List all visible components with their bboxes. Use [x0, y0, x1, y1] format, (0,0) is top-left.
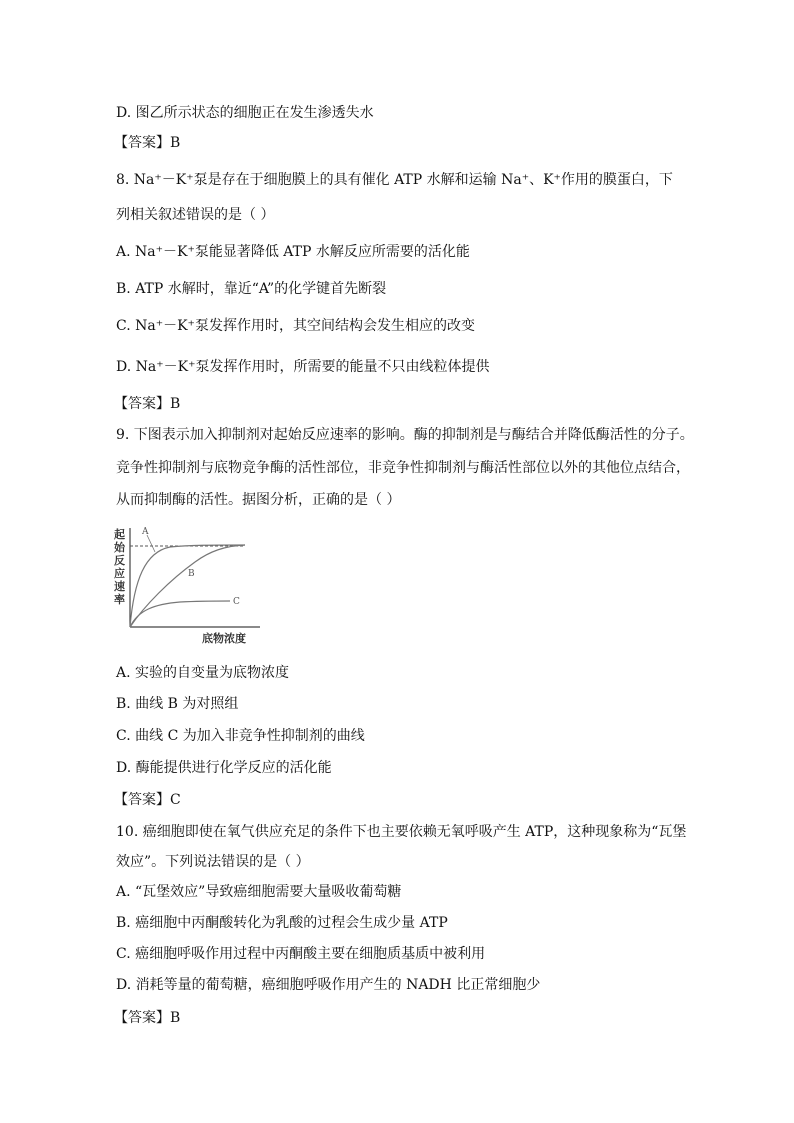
q10-option-a: A. “瓦堡效应”导致癌细胞需要大量吸收葡萄糖 [116, 884, 402, 900]
y-label-char: 起 [114, 528, 125, 541]
q8-option-a: A. Na⁺－K⁺泵能显著降低 ATP 水解反应所需要的活化能 [116, 244, 470, 260]
q10-option-c: C. 癌细胞呼吸作用过程中丙酮酸主要在细胞质基质中被利用 [116, 946, 486, 962]
q9-stem-line3: 从而抑制酶的活性。据图分析，正确的是（ ） [116, 492, 401, 508]
q7-option-d: D. 图乙所示状态的细胞正在发生渗透失水 [116, 105, 374, 121]
q9-stem-line1: 9. 下图表示加入抑制剂对起始反应速率的影响。酶的抑制剂是与酶结合并降低酶活性的分子。 [116, 427, 694, 443]
q10-option-d: D. 消耗等量的葡萄糖，癌细胞呼吸作用产生的 NADH 比正常细胞少 [116, 977, 541, 993]
q8-option-b: B. ATP 水解时，靠近“A”的化学键首先断裂 [116, 281, 387, 297]
y-label-char: 速 [114, 580, 125, 593]
curve-c [130, 601, 230, 627]
curve-b-label: B [188, 569, 195, 579]
q9-option-a: A. 实验的自变量为底物浓度 [116, 665, 290, 681]
q8-stem-line1: 8. Na⁺－K⁺泵是存在于细胞膜上的具有催化 ATP 水解和运输 Na⁺、K⁺作用的膜蛋白，下 [116, 172, 673, 188]
q8-stem-line2: 列相关叙述错误的是（ ） [116, 207, 275, 223]
q8-option-d: D. Na⁺－K⁺泵发挥作用时，所需要的能量不只由线粒体提供 [116, 359, 490, 375]
q9-stem-line2: 竞争性抑制剂与底物竞争酶的活性部位，非竞争性抑制剂与酶活性部位以外的其他位点结合， [116, 460, 690, 476]
q10-stem-line1: 10. 癌细胞即使在氧气供应充足的条件下也主要依赖无氧呼吸产生 ATP，这种现象称为“瓦堡 [116, 824, 687, 840]
q9-option-b: B. 曲线 B 为对照组 [116, 696, 239, 712]
q8-answer: 【答案】B [114, 396, 181, 412]
y-label-char: 反 [114, 554, 125, 567]
curve-c-label: C [233, 597, 240, 607]
q10-stem-line2: 效应”。下列说法错误的是（ ） [116, 854, 310, 870]
x-label: 底物浓度 [202, 632, 246, 645]
curve-a [130, 545, 245, 627]
curve-a-label: A [142, 527, 149, 537]
q9-answer: 【答案】C [114, 792, 181, 808]
y-label-char: 始 [114, 541, 125, 554]
y-label-char: 应 [114, 567, 125, 580]
q9-option-c: C. 曲线 C 为加入非竞争性抑制剂的曲线 [116, 728, 365, 744]
q7-answer: 【答案】B [114, 135, 181, 151]
q9-option-d: D. 酶能提供进行化学反应的活化能 [116, 760, 332, 776]
q8-option-c: C. Na⁺－K⁺泵发挥作用时，其空间结构会发生相应的改变 [116, 318, 475, 334]
q10-answer: 【答案】B [114, 1010, 181, 1026]
curve-a-leader [147, 535, 155, 552]
enzyme-inhibitor-figure [110, 520, 270, 648]
curve-b [130, 545, 245, 627]
q10-option-b: B. 癌细胞中丙酮酸转化为乳酸的过程会生成少量 ATP [116, 915, 448, 931]
y-label-char: 率 [114, 593, 125, 606]
